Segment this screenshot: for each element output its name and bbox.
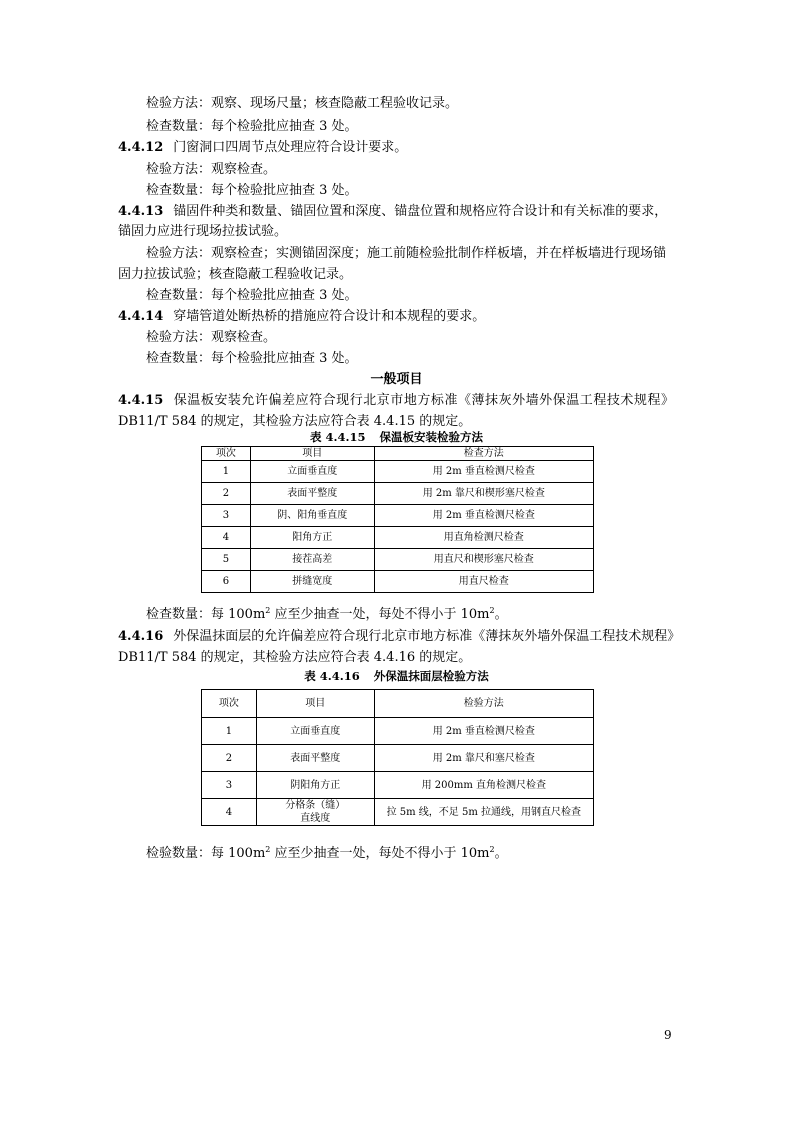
table-number: 表 4.4.16: [304, 669, 360, 683]
table-cell: 用 200mm 直角检测尺检查: [374, 772, 593, 799]
table-row: [202, 571, 594, 593]
table-cell: 1: [202, 718, 257, 745]
clause-text: 穿墙管道处断热桥的措施应符合设计和本规程的要求。: [173, 309, 486, 324]
clause-4-4-16: [118, 627, 681, 647]
table-cell-line: 直线度: [300, 813, 331, 824]
table-number: 表 4.4.15: [309, 430, 366, 444]
table-row: [202, 718, 594, 745]
table-cell: 4: [202, 527, 251, 549]
table-cell: 2: [202, 745, 257, 772]
table-cell: 拉 5m 线，不足 5m 拉通线，用钢直尺检查: [374, 799, 593, 826]
clause-4-4-12: [118, 138, 407, 158]
table-header-row: [202, 690, 594, 718]
table-row: [202, 461, 594, 483]
clause-4-4-14: [118, 307, 485, 327]
table-caption: [0, 668, 793, 684]
clause-number: 4.4.13: [118, 204, 164, 219]
inspection-quantity-text: [146, 844, 508, 864]
clause-continuation: 锚固力应进行现场拉拔试验。: [118, 224, 288, 239]
superscript: 2: [489, 845, 495, 854]
table-cell: 用 2m 靠尺和楔形塞尺检查: [374, 483, 593, 505]
superscript: 2: [265, 606, 271, 615]
inspection-quantity-text: 检查数量：每个检验批应抽查 3 处。: [146, 183, 358, 198]
inspection-quantity-text: [146, 605, 508, 625]
quantity-text-middle: 应至少抽查一处，每处不得小于 10m: [270, 607, 490, 622]
table-header-row: [202, 447, 594, 461]
clause-text: 门窗洞口四周节点处理应符合设计要求。: [173, 140, 408, 155]
table-cell: 阴、阳角垂直度: [250, 505, 374, 527]
quantity-text-middle: 应至少抽查一处，每处不得小于 10m: [270, 846, 490, 861]
clause-text: 外保温抹面层的允许偏差应符合现行北京市地方标准《薄抹灰外墙外保温工程技术规程》: [173, 629, 681, 644]
table-row: [202, 549, 594, 571]
table-cell: 用直尺检查: [374, 571, 593, 593]
table-cell: 3: [202, 505, 251, 527]
inspection-quantity-text: 检查数量：每个检验批应抽查 3 处。: [146, 351, 358, 366]
inspection-method-text: 检验方法：观察检查。: [146, 162, 277, 177]
header-cell: 项次: [202, 690, 257, 718]
table-cell: 6: [202, 571, 251, 593]
table-row: [202, 799, 594, 826]
inspection-quantity-text: 检查数量：每个检验批应抽查 3 处。: [146, 288, 358, 303]
table-cell: 用 2m 垂直检测尺检查: [374, 718, 593, 745]
table-cell: 用直尺和楔形塞尺检查: [374, 549, 593, 571]
table-cell: 用 2m 靠尺和塞尺检查: [374, 745, 593, 772]
header-cell: 项目: [256, 690, 374, 718]
section-heading-general-items: 一般项目: [370, 372, 423, 387]
table-cell: [256, 799, 374, 826]
table-cell: 拼缝宽度: [250, 571, 374, 593]
clause-text: 保温板安装允许偏差应符合现行北京市地方标准《薄抹灰外墙外保温工程技术规程》: [173, 393, 674, 408]
clause-number: 4.4.12: [118, 140, 164, 155]
header-cell: 项目: [250, 447, 374, 461]
inspection-method-text: 检验方法：观察检查；实测锚固深度；施工前随检验批制作样板墙，并在样板墙进行现场锚: [146, 246, 667, 261]
table-cell: 用 2m 垂直检测尺检查: [374, 505, 593, 527]
table-4-4-16: [201, 689, 594, 826]
table-cell: 3: [202, 772, 257, 799]
table-title: 外保温抹面层检验方法: [373, 669, 489, 683]
clause-continuation: DB11/T 584 的规定，其检验方法应符合表 4.4.15 的规定。: [118, 414, 472, 429]
table-row: [202, 745, 594, 772]
clause-text: 锚固件种类和数量、锚固位置和深度、锚盘位置和规格应符合设计和有关标准的要求，: [173, 204, 668, 219]
quantity-text-start: 检查数量：每 100m: [146, 607, 266, 622]
quantity-text-start: 检验数量：每 100m: [146, 846, 266, 861]
table-cell: 5: [202, 549, 251, 571]
clause-number: 4.4.14: [118, 309, 164, 324]
table-title: 保温板安装检验方法: [379, 430, 484, 444]
table-cell: 阴阳角方正: [256, 772, 374, 799]
header-cell: 项次: [202, 447, 251, 461]
table-cell: 表面平整度: [250, 483, 374, 505]
table-cell: 用直角检测尺检查: [374, 527, 593, 549]
table-cell: 立面垂直度: [256, 718, 374, 745]
clause-number: 4.4.15: [118, 393, 164, 408]
table-row: [202, 772, 594, 799]
page-number: 9: [664, 1028, 672, 1042]
table-cell: 表面平整度: [256, 745, 374, 772]
table-cell: 立面垂直度: [250, 461, 374, 483]
table-cell: 2: [202, 483, 251, 505]
table-cell: 用 2m 垂直检测尺检查: [374, 461, 593, 483]
table-row: [202, 483, 594, 505]
superscript: 2: [489, 606, 495, 615]
clause-continuation: DB11/T 584 的规定，其检验方法应符合表 4.4.16 的规定。: [118, 650, 472, 665]
superscript: 2: [265, 845, 271, 854]
header-cell: 检查方法: [374, 447, 593, 461]
inspection-quantity-text: 检查数量：每个检验批应抽查 3 处。: [146, 119, 358, 134]
table-cell-line: 分格条（缝）: [285, 800, 346, 811]
table-cell: 4: [202, 799, 257, 826]
clause-4-4-15: [118, 391, 674, 411]
clause-4-4-13: [118, 202, 667, 222]
quantity-text-end: 。: [494, 607, 508, 622]
inspection-method-text: 检验方法：观察、现场尺量；核查隐蔽工程验收记录。: [146, 96, 459, 111]
table-cell: 接茬高差: [250, 549, 374, 571]
table-cell: 阳角方正: [250, 527, 374, 549]
inspection-method-text: 检验方法：观察检查。: [146, 330, 277, 345]
quantity-text-end: 。: [494, 846, 508, 861]
header-cell: 检验方法: [374, 690, 593, 718]
table-4-4-15: [201, 446, 594, 593]
table-row: [202, 527, 594, 549]
table-row: [202, 505, 594, 527]
table-caption: [0, 429, 793, 445]
table-cell: 1: [202, 461, 251, 483]
clause-number: 4.4.16: [118, 629, 164, 644]
inspection-method-continuation: 固力拉拔试验；核查隐蔽工程验收记录。: [118, 267, 353, 282]
